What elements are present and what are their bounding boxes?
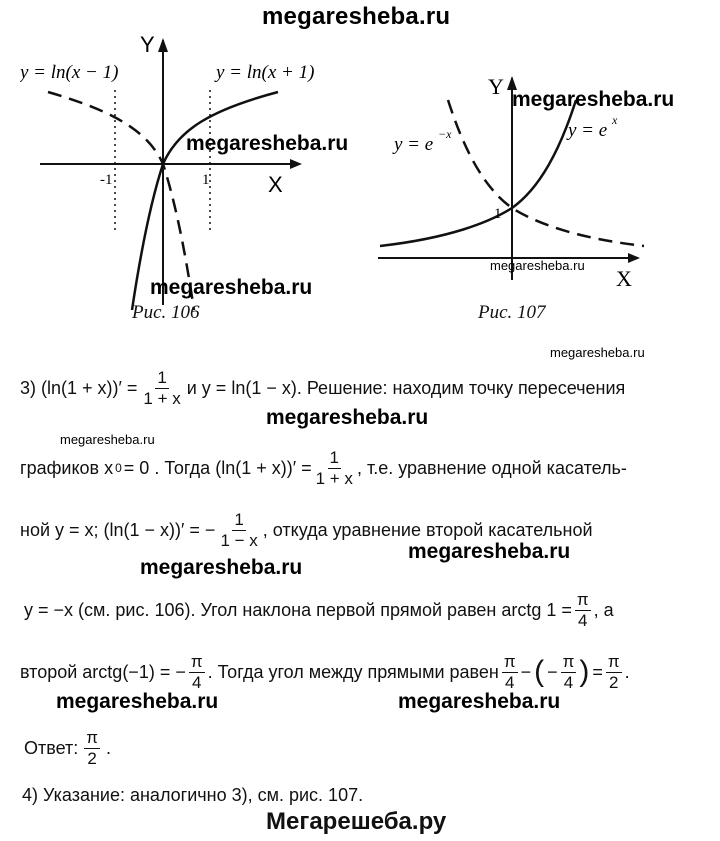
fig107-label-left-exp: −x [438, 127, 452, 141]
text-line-1: 3) (ln(1 + x))′ = $\frac{1}{1 + x}$ и y = ln(1 − x). Решение: находим точку пересечения [20, 368, 626, 408]
text-line-4: y = −x (см. рис. 106). Угол наклона первой прямой равен arctg 1 = $\frac{\pi}{4}$ , а [24, 590, 614, 630]
fig107-y-label: Y [488, 74, 504, 99]
watermark-fig107-top: megaresheba.ru [512, 88, 675, 111]
text-line-5: второй arctg(−1) = − $\frac{\pi}{4}$ . Тогда угол между прямыми равен $\frac{\pi}{4}$ − ( − $\frac{\pi}{4}$ ) = $\frac{\pi}{2}$ . [20, 652, 630, 692]
fig106-y-label: Y [140, 32, 155, 57]
fig106-tick-pos: 1 [202, 172, 210, 188]
watermark-text-mid-1: megaresheba.ru [266, 406, 429, 429]
fig106-x-label: X [268, 172, 283, 197]
fig106-tick-neg: -1 [100, 172, 113, 188]
fig106-label-left: y = ln(x − 1) [20, 62, 119, 83]
fig107-x-label: X [616, 266, 632, 291]
fig107-label-right-exp: x [612, 113, 618, 127]
fig106-label-right: y = ln(x + 1) [216, 62, 315, 83]
watermark-text-mid-4: megaresheba.ru [56, 690, 219, 713]
watermark-text-small-2: megaresheba.ru [60, 432, 155, 447]
watermark-fig106-bottom: megaresheba.ru [150, 276, 313, 299]
text-line-3: ной y = x; (ln(1 − x))′ = − $\frac{1}{1 - x}$ , откуда уравнение второй касательной [20, 510, 593, 550]
text-line-2: графиков x 0 = 0 . Тогда (ln(1 + x))′ = $\frac{1}{1 + x}$ , т.е. уравнение одной касатель- [20, 448, 627, 488]
watermark-text-mid-2: megaresheba.ru [408, 540, 571, 563]
fig106-x-arrow [290, 159, 302, 169]
watermark-text-mid-3: megaresheba.ru [140, 556, 303, 579]
watermark-top: megaresheba.ru [262, 3, 451, 30]
fig107-label-left: y = e [394, 134, 434, 155]
fig107-caption: Рис. 107 [478, 302, 546, 323]
watermark-fig107-small: megaresheba.ru [490, 258, 585, 273]
answer-line: Ответ: $\frac{\pi}{2}$ . [24, 728, 112, 768]
watermark-fig106-mid: megaresheba.ru [186, 132, 349, 155]
text-line-7: 4) Указание: аналогично 3), см. рис. 107. [22, 785, 364, 805]
watermark-text-small-1: megaresheba.ru [550, 345, 645, 360]
fig107-x-arrow [628, 253, 640, 263]
footer-watermark: Мегарешеба.ру [266, 808, 447, 835]
fig107-tick-one: 1 [494, 206, 502, 222]
fig107-label-right: y = e [568, 120, 608, 141]
fig106-caption: Рис. 106 [132, 302, 200, 323]
fig106-y-arrow [158, 38, 168, 52]
watermark-text-mid-5: megaresheba.ru [398, 690, 561, 713]
